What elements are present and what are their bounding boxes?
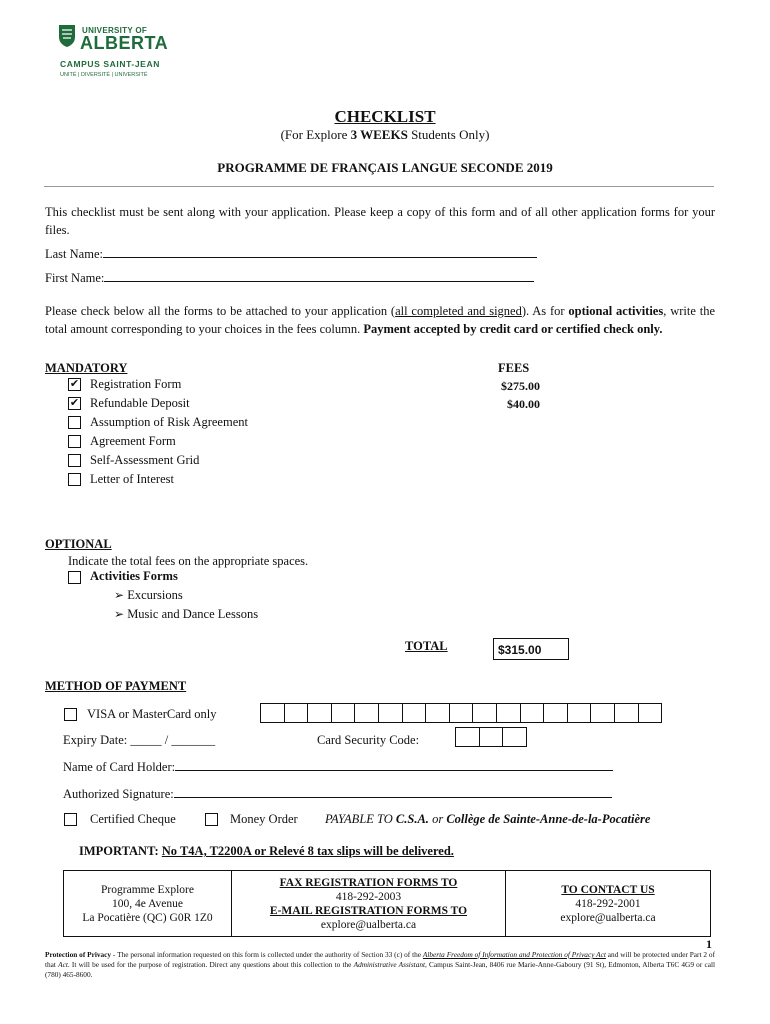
assumption-of-risk-label: Assumption of Risk Agreement xyxy=(90,415,248,429)
last-name-field[interactable] xyxy=(45,247,537,262)
security-code-label: Card Security Code: xyxy=(317,733,420,747)
activities-forms-checkbox[interactable] xyxy=(68,571,81,584)
total-amount-field[interactable]: $315.00 xyxy=(493,638,569,660)
self-assessment-grid-label: Self-Assessment Grid xyxy=(90,453,200,467)
logo-tagline: UNITÉ | DIVERSITÉ | UNIVERSITÉ xyxy=(60,72,148,78)
university-logo xyxy=(58,24,178,84)
logo-alberta: ALBERTA xyxy=(80,33,169,53)
payable-to-text: PAYABLE TO C.S.A. or Collège de Sainte-Anne-de-la-Pocatière xyxy=(325,812,651,826)
contact-table xyxy=(63,870,711,937)
privacy-notice: Protection of Privacy - The personal information requested on this form is collected under the authority of Section 33 (c) of the Alberta Freedom of Information and Protection of Privacy Act and will be protected under Part 2 of that Act. It will be used for the purpose of registration. Direct any questions about this collection to the Administrative Assistant, Campus Saint-Jean, 8406 rue Marie-Anne-Gaboury (91 St), Edmonton, Alberta T6C 4G9 or call (780) 465-8600. xyxy=(45,950,715,979)
intro-paragraph: This checklist must be sent along with your application. Please keep a copy of this form and of all other application forms for your files. xyxy=(45,205,715,237)
page-title: CHECKLIST xyxy=(334,107,436,126)
card-number-field[interactable] xyxy=(260,703,662,723)
first-name-field[interactable] xyxy=(45,271,534,286)
self-assessment-grid-checkbox[interactable] xyxy=(68,454,81,467)
optional-heading: OPTIONAL xyxy=(45,537,112,551)
agreement-form-checkbox[interactable] xyxy=(68,435,81,448)
mandatory-heading: MANDATORY xyxy=(45,361,128,375)
music-dance-item: ➢ Music and Dance Lessons xyxy=(114,607,259,621)
card-holder-field[interactable] xyxy=(63,760,613,775)
refundable-deposit-fee: $40.00 xyxy=(507,397,540,411)
activities-forms-label: Activities Forms xyxy=(90,569,178,583)
logo-campus: CAMPUS SAINT-JEAN xyxy=(60,59,160,69)
certified-cheque-checkbox[interactable] xyxy=(64,813,77,826)
important-notice: IMPORTANT: No T4A, T2200A or Relevé 8 tax slips will be delivered. xyxy=(79,844,454,858)
assumption-of-risk-checkbox[interactable] xyxy=(68,416,81,429)
signature-label: Authorized Signature: xyxy=(63,787,174,801)
signature-field[interactable] xyxy=(63,787,612,802)
registration-email-link[interactable]: explore@ualberta.ca xyxy=(320,918,417,931)
registration-form-fee: $275.00 xyxy=(501,379,540,393)
contact-email-link[interactable]: explore@ualberta.ca xyxy=(560,911,656,924)
optional-note: Indicate the total fees on the appropriate spaces. xyxy=(68,554,309,568)
excursions-item: ➢ Excursions xyxy=(114,588,183,602)
refundable-deposit-label: Refundable Deposit xyxy=(90,396,190,410)
first-name-label: First Name: xyxy=(45,271,105,285)
arrow-bullet-icon: ➢ xyxy=(114,607,125,621)
expiry-date-field[interactable]: Expiry Date: _____ / _______ xyxy=(63,733,216,747)
contact-cell: TO CONTACT US 418-292-2001 explore@ualberta.ca xyxy=(506,871,710,936)
crest-icon xyxy=(58,24,76,48)
visa-mastercard-checkbox[interactable] xyxy=(64,708,77,721)
certified-cheque-label: Certified Cheque xyxy=(90,812,176,826)
registration-cell: FAX REGISTRATION FORMS TO 418-292-2003 E-MAIL REGISTRATION FORMS TO explore@ualberta.ca xyxy=(232,871,506,936)
arrow-bullet-icon: ➢ xyxy=(114,588,125,602)
registration-form-checkbox[interactable]: ✔ xyxy=(69,378,80,390)
logo-university-of: UNIVERSITY OF xyxy=(82,26,148,35)
card-holder-label: Name of Card Holder: xyxy=(63,760,176,774)
letter-of-interest-checkbox[interactable] xyxy=(68,473,81,486)
last-name-label: Last Name: xyxy=(45,247,103,261)
agreement-form-label: Agreement Form xyxy=(90,434,176,448)
payment-heading: METHOD OF PAYMENT xyxy=(45,679,187,693)
refundable-deposit-checkbox[interactable]: ✔ xyxy=(69,397,80,409)
visa-mastercard-label: VISA or MasterCard only xyxy=(87,707,217,721)
program-title: PROGRAMME DE FRANÇAIS LANGUE SECONDE 2019 xyxy=(217,160,553,175)
header-divider xyxy=(44,186,714,187)
page-number: 1 xyxy=(706,937,712,951)
registration-form-label: Registration Form xyxy=(90,377,182,391)
money-order-checkbox[interactable] xyxy=(205,813,218,826)
address-cell: Programme Explore 100, 4e Avenue La Pocatière (QC) G0R 1Z0 xyxy=(64,871,232,936)
instructions-paragraph: Please check below all the forms to be attached to your application (all completed and signed). As for optional activities, write the total amount corresponding to your choices in the fees column. Payment accepted by credit card or certified check only. xyxy=(45,304,715,336)
fees-heading: FEES xyxy=(498,361,530,375)
money-order-label: Money Order xyxy=(230,812,298,826)
letter-of-interest-label: Letter of Interest xyxy=(90,472,174,486)
total-label: TOTAL xyxy=(405,639,448,653)
security-code-field[interactable] xyxy=(455,727,527,747)
page-subtitle: (For Explore 3 WEEKS Students Only) xyxy=(280,127,490,142)
